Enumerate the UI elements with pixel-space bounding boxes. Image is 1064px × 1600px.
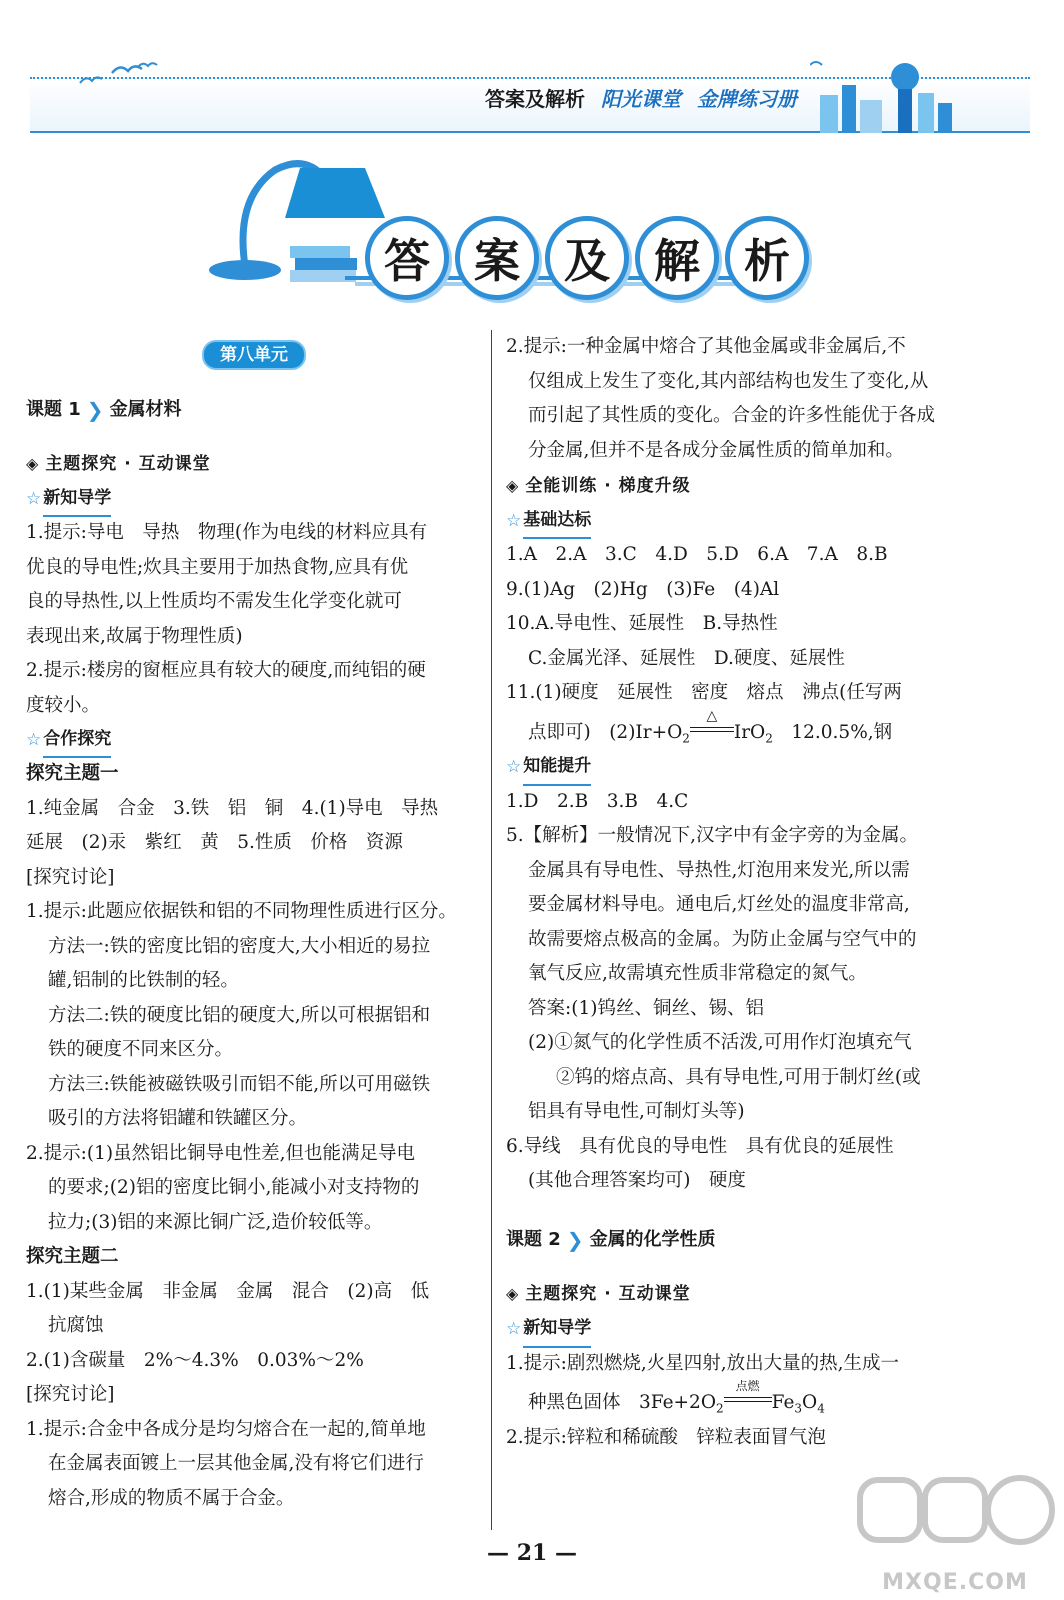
chevron-right-icon: ❯ — [566, 1228, 584, 1253]
text-line: 的要求;(2)铝的密度比铜小,能减小对支持物的 — [48, 1177, 420, 1198]
text-line: ②钨的熔点高、具有导电性,可用于制灯丝(或 — [556, 1066, 921, 1088]
header-book: 金牌练习册 — [697, 86, 797, 111]
subsection-heading — [506, 751, 968, 785]
text-line: 罐,铝制的比铁制的轻。 — [48, 970, 239, 991]
text-line: 延展 (2)汞 紫红 黄 5.性质 价格 资源 — [26, 832, 403, 853]
text-line: 2.提示:楼房的窗框应具有较大的硬度,而纯铝的硬 — [26, 660, 426, 681]
text-line: 分金属,但并不是各成分金属性质的简单加和。 — [528, 439, 904, 461]
text-line: 金属具有导电性、导热性,灯泡用来发光,所以需 — [528, 859, 910, 881]
text-line: 方法二:铁的硬度比铝的硬度大,所以可根据铝和 — [48, 1004, 431, 1026]
subscript: 2 — [715, 1401, 724, 1416]
discussion-heading: [探究讨论] — [26, 866, 115, 888]
reaction-arrow — [724, 1379, 772, 1408]
text-line: (其他合理答案均可) 硬度 — [528, 1170, 746, 1191]
unit-badge: 第八单元 — [202, 340, 306, 370]
equation-line — [506, 707, 968, 751]
text-line: 1.提示:导电 导热 物理(作为电线的材料应具有 — [26, 522, 428, 543]
left-column — [26, 330, 482, 1516]
text-line: 1.D 2.B 3.B 4.C — [506, 790, 689, 812]
text-line: 2.(1)含碳量 2%～4.3% 0.03%～2% — [26, 1349, 364, 1371]
subsection-heading — [506, 1313, 968, 1347]
subsection-title: 知能提升 — [523, 749, 591, 786]
text-line: 1.纯金属 合金 3.铁 铝 铜 4.(1)导电 导热 — [26, 797, 439, 819]
text-line: 1.A 2.A 3.C 4.D 5.D 6.A 7.A 8.B — [506, 544, 888, 565]
subscript: 3 — [794, 1401, 803, 1416]
equation-text: 12.0.5%,钢 — [772, 721, 893, 743]
header-series: 阳光课堂 — [601, 86, 681, 111]
section-heading — [26, 446, 482, 482]
chevron-right-icon: ❯ — [86, 397, 104, 422]
watermark — [850, 1460, 1060, 1595]
watermark-logo-icon — [850, 1460, 1060, 1560]
subsection-title: 新知导学 — [523, 1311, 591, 1348]
page-header — [20, 55, 1040, 135]
star-icon: ☆ — [506, 1319, 522, 1340]
text-line: 表现出来,故属于物理性质) — [26, 625, 243, 647]
text-line: 5.【解析】一般情况下,汉字中有金字旁的为金属。 — [506, 825, 919, 846]
text-line: 优良的导电性;炊具主要用于加热食物,应具有优 — [26, 556, 409, 578]
equation-text: 种黑色固体 3Fe+2O — [528, 1392, 716, 1413]
section-title: 全能训练 · 梯度升级 — [525, 475, 691, 496]
subsection-heading — [26, 723, 482, 757]
text-line: 在金属表面镀上一层其他金属,没有将它们进行 — [48, 1453, 424, 1474]
reaction-condition: 点燃 — [735, 1379, 760, 1393]
diamond-icon: ◈ — [26, 453, 40, 473]
text-line: 而引起了其性质的变化。合金的许多性能优于各成 — [528, 405, 936, 426]
section-heading — [506, 468, 968, 504]
section-title: 主题探究 · 互动课堂 — [525, 1284, 691, 1305]
text-line: 1.(1)某些金属 非金属 金属 混合 (2)高 低 — [26, 1280, 430, 1302]
text-line: 仅组成上发生了变化,其内部结构也发生了变化,从 — [528, 370, 929, 392]
text-line: 2.提示:锌粒和稀硫酸 锌粒表面冒气泡 — [506, 1427, 826, 1448]
text-line: 1.提示:此题应依据铁和铝的不同物理性质进行区分。 — [26, 901, 457, 922]
banner-char: 析 — [725, 216, 809, 300]
text-line: 6.导线 具有优良的导电性 具有优良的延展性 — [506, 1135, 894, 1157]
right-column — [506, 330, 968, 1456]
text-line: 要金属材料导电。通电后,灯丝处的温度非常高, — [528, 894, 910, 915]
text-line: C.金属光泽、延展性 D.硬度、延展性 — [528, 647, 845, 669]
header-answers: 答案及解析 — [485, 86, 585, 111]
text-line: 方法一:铁的密度比铝的密度大,大小相近的易拉 — [48, 935, 431, 957]
subscript: 4 — [817, 1401, 825, 1416]
birds-icon — [72, 55, 162, 95]
equation-text: 点即可) (2)Ir+O — [528, 721, 683, 743]
subsection-heading — [506, 504, 968, 538]
watermark-text: MXQE.COM — [882, 1570, 1028, 1595]
diamond-icon: ◈ — [506, 1284, 520, 1304]
star-icon: ☆ — [26, 729, 42, 750]
banner-char: 案 — [455, 216, 539, 300]
text-line: 吸引的方法将铝罐和铁罐区分。 — [48, 1108, 308, 1129]
subscript: 2 — [682, 731, 690, 746]
subsection-title: 基础达标 — [523, 503, 591, 540]
subsection-heading — [26, 482, 482, 516]
column-divider — [491, 330, 492, 1530]
equation-text: O — [802, 1392, 818, 1413]
banner-title — [365, 216, 809, 300]
text-line: 2.提示:一种金属中熔合了其他金属或非金属后,不 — [506, 336, 906, 357]
text-line: 抗腐蚀 — [48, 1315, 104, 1336]
text-line: 1.提示:剧烈燃烧,火星四射,放出大量的热,生成一 — [506, 1352, 900, 1374]
lesson-heading — [506, 1221, 968, 1261]
star-icon: ☆ — [506, 757, 522, 778]
text-line: 10.A.导电性、延展性 B.导热性 — [506, 613, 778, 634]
discussion-heading: [探究讨论] — [26, 1384, 115, 1405]
answers-banner — [205, 158, 805, 303]
text-line: 拉力;(3)铝的来源比铜广泛,造价较低等。 — [48, 1211, 383, 1233]
text-line: 铝具有导电性,可制灯头等) — [528, 1101, 745, 1122]
lesson-heading — [26, 390, 482, 430]
text-line: 1.提示:合金中各成分是均匀熔合在一起的,简单地 — [26, 1418, 426, 1440]
theme-heading: 探究主题二 — [26, 1246, 119, 1267]
equation-text: Fe — [771, 1392, 795, 1413]
text-line: 氧气反应,故需填充性质非常稳定的氮气。 — [528, 963, 867, 984]
text-line: 2.提示:(1)虽然铝比铜导电性差,但也能满足导电 — [26, 1142, 415, 1164]
reaction-condition: △ — [706, 707, 718, 724]
header-title — [485, 77, 797, 117]
subsection-title: 合作探究 — [43, 722, 111, 759]
text-line: 方法三:铁能被磁铁吸引而铝不能,所以可用磁铁 — [48, 1073, 431, 1095]
lesson-number: 课题 1 — [26, 398, 81, 420]
text-line: 9.(1)Ag (2)Hg (3)Fe (4)Al — [506, 578, 780, 600]
reaction-arrow — [690, 707, 734, 738]
text-line: (2)①氮气的化学性质不活泼,可用作灯泡填充气 — [528, 1032, 912, 1053]
banner-char: 及 — [545, 216, 629, 300]
unit-badge-wrap — [26, 330, 482, 390]
city-skyline-icon — [810, 55, 960, 135]
page-number: — 21 — — [487, 1540, 577, 1566]
text-line: 良的导热性,以上性质均不需发生化学变化就可 — [26, 591, 402, 612]
text-line: 11.(1)硬度 延展性 密度 熔点 沸点(任写两 — [506, 682, 902, 703]
banner-char: 答 — [365, 216, 449, 300]
subsection-title: 新知导学 — [43, 481, 111, 518]
text-line: 度较小。 — [26, 694, 101, 716]
star-icon: ☆ — [506, 510, 522, 531]
text-line: 熔合,形成的物质不属于合金。 — [48, 1487, 295, 1509]
text-line: 答案:(1)钨丝、铜丝、锡、铝 — [528, 997, 764, 1019]
theme-heading: 探究主题一 — [26, 763, 119, 784]
lesson-title: 金属材料 — [109, 398, 182, 420]
section-title: 主题探究 · 互动课堂 — [45, 453, 211, 474]
lesson-number: 课题 2 — [506, 1229, 561, 1251]
star-icon: ☆ — [26, 488, 42, 509]
banner-char: 解 — [635, 216, 719, 300]
equation-text: IrO — [733, 721, 766, 743]
text-line: 铁的硬度不同来区分。 — [48, 1039, 234, 1060]
diamond-icon: ◈ — [506, 475, 520, 495]
lesson-title: 金属的化学性质 — [589, 1229, 716, 1251]
text-line: 故需要熔点极高的金属。为防止金属与空气中的 — [528, 928, 917, 950]
subscript: 2 — [765, 731, 773, 746]
section-heading — [506, 1277, 968, 1313]
equation-line — [506, 1381, 968, 1421]
